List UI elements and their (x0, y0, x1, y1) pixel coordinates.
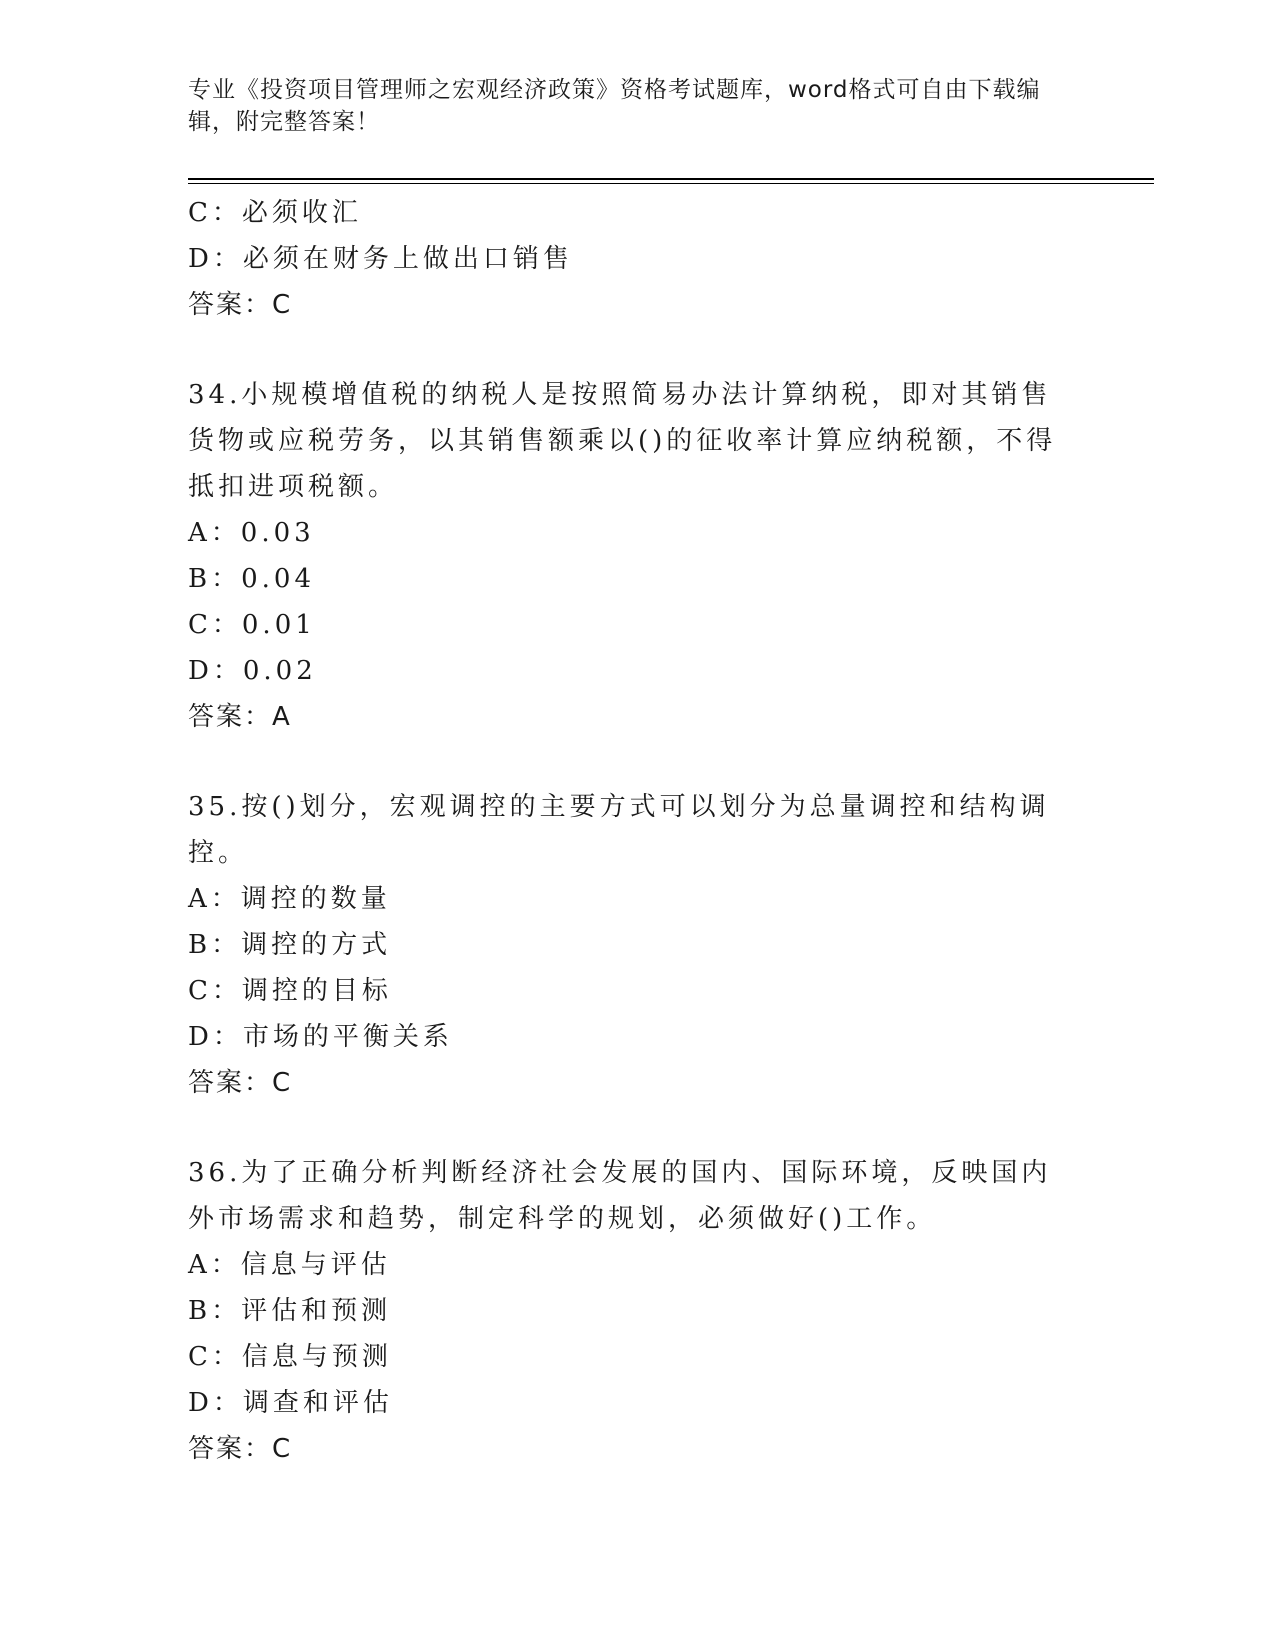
option-b: B：0.04 (188, 564, 315, 594)
question-content (188, 190, 1088, 1472)
option-a: A：0.03 (188, 518, 315, 548)
option-c: C：必须收汇 (188, 198, 362, 228)
question-34 (188, 372, 1088, 740)
header-divider-thick (188, 178, 1154, 180)
question-stem: 34.小规模增值税的纳税人是按照简易办法计算纳税，即对其销售货物或应税劳务，以其销售额乘以()的征收率计算应纳税额，不得抵扣进项税额。 (188, 380, 1057, 502)
answer-line: 答案：C (188, 1434, 293, 1464)
document-header: 专业《投资项目管理师之宏观经济政策》资格考试题库，word格式可自由下载编辑，附完整答案！ (188, 77, 1041, 135)
option-b: B：评估和预测 (188, 1296, 392, 1326)
option-c: C：信息与预测 (188, 1342, 392, 1372)
answer-line: 答案：C (188, 1068, 293, 1098)
option-c: C：调控的目标 (188, 976, 392, 1006)
option-a: A：信息与评估 (188, 1250, 391, 1280)
option-d: D：0.02 (188, 656, 317, 686)
question-stem: 35.按()划分，宏观调控的主要方式可以划分为总量调控和结构调控。 (188, 792, 1050, 868)
question-35 (188, 784, 1088, 1106)
option-d: D：调查和评估 (188, 1388, 393, 1418)
question-stem: 36.为了正确分析判断经济社会发展的国内、国际环境，反映国内外市场需求和趋势，制定科学的规划，必须做好()工作。 (188, 1158, 1052, 1234)
option-d: D：市场的平衡关系 (188, 1022, 453, 1052)
answer-line: 答案：A (188, 702, 292, 732)
option-d: D：必须在财务上做出口销售 (188, 244, 573, 274)
prev-question-tail (188, 190, 1088, 328)
header-divider-thin (188, 183, 1154, 184)
option-c: C：0.01 (188, 610, 316, 640)
question-36 (188, 1150, 1088, 1472)
option-a: A：调控的数量 (188, 884, 391, 914)
answer-line: 答案：C (188, 290, 293, 320)
option-b: B：调控的方式 (188, 930, 392, 960)
